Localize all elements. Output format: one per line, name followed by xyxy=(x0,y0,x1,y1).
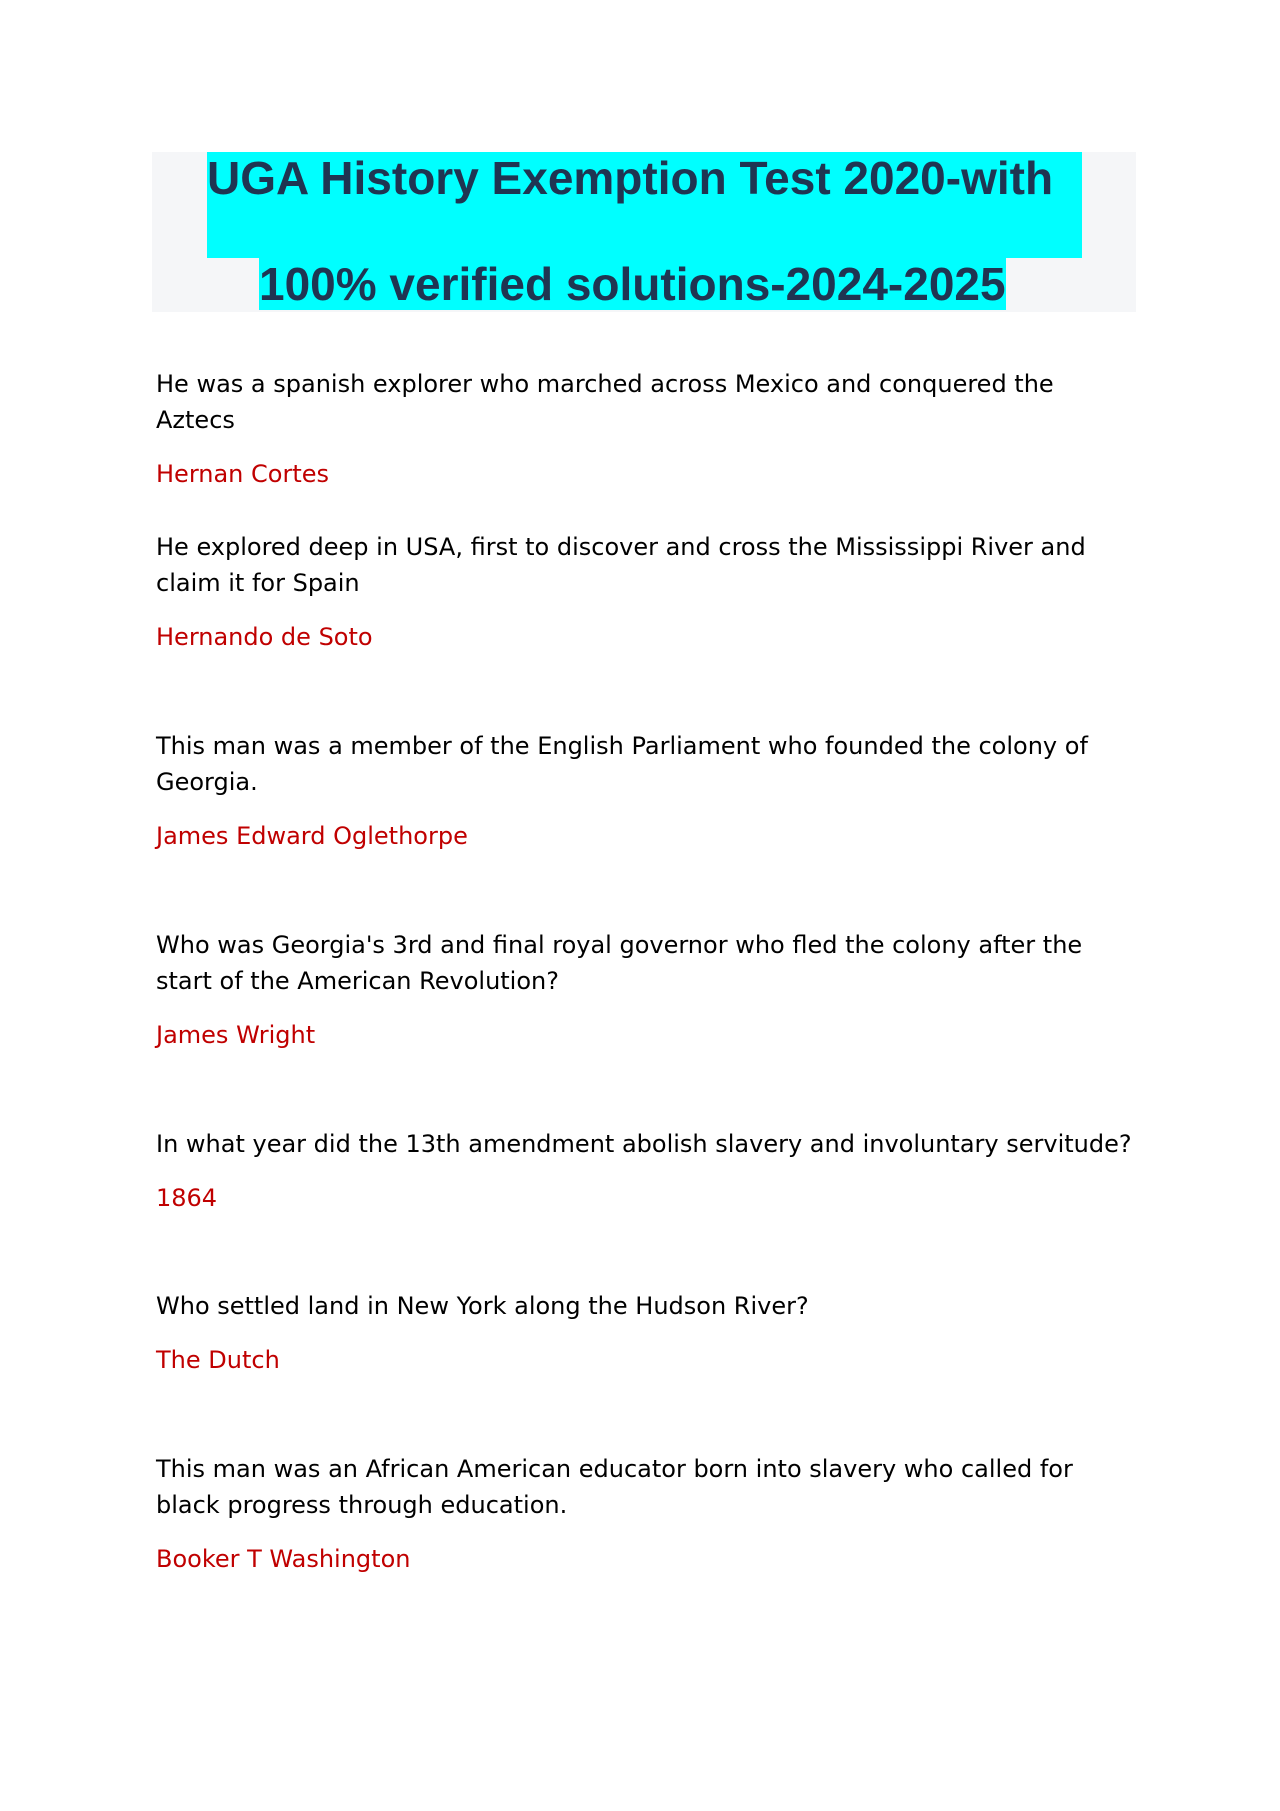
document-title-line-2 xyxy=(259,258,1006,311)
answer-text: The Dutch xyxy=(156,1346,280,1374)
answer-text: James Edward Oglethorpe xyxy=(156,822,468,850)
question-text: He was a spanish explorer who marched across Mexico and conquered the Aztecs xyxy=(156,370,1054,434)
question-text: He explored deep in USA, first to discover and cross the Mississippi River and claim it for Spain xyxy=(156,533,1086,597)
title-highlight-1: UGA History Exemption Test 2020-with xyxy=(207,152,1082,258)
question-text: Who was Georgia's 3rd and final royal governor who fled the colony after the start of the American Revolution? xyxy=(156,931,1083,995)
question-text: In what year did the 13th amendment abolish slavery and involuntary servitude? xyxy=(156,1130,1132,1158)
document-title-line-1 xyxy=(207,152,1082,258)
qa-item-7 xyxy=(156,1451,1136,1577)
qa-item-3 xyxy=(156,728,1136,854)
question-text: This man was a member of the English Parliament who founded the colony of Georgia. xyxy=(156,732,1088,796)
answer-text: 1864 xyxy=(156,1184,218,1212)
question-text: Who settled land in New York along the Hudson River? xyxy=(156,1292,809,1320)
qa-item-5 xyxy=(156,1126,1136,1216)
question-text: This man was an African American educator born into slavery who called for black progress through education. xyxy=(156,1455,1073,1519)
answer-text: Booker T Washington xyxy=(156,1545,411,1573)
answer-text: Hernan Cortes xyxy=(156,460,330,488)
answer-text: Hernando de Soto xyxy=(156,623,373,651)
answer-text: James Wright xyxy=(156,1021,316,1049)
qa-item-1 xyxy=(156,366,1136,492)
qa-item-4 xyxy=(156,927,1136,1053)
title-highlight-2: 100% verified solutions-2024-2025 xyxy=(259,258,1006,310)
qa-item-2 xyxy=(156,529,1136,655)
qa-item-6 xyxy=(156,1288,1136,1378)
